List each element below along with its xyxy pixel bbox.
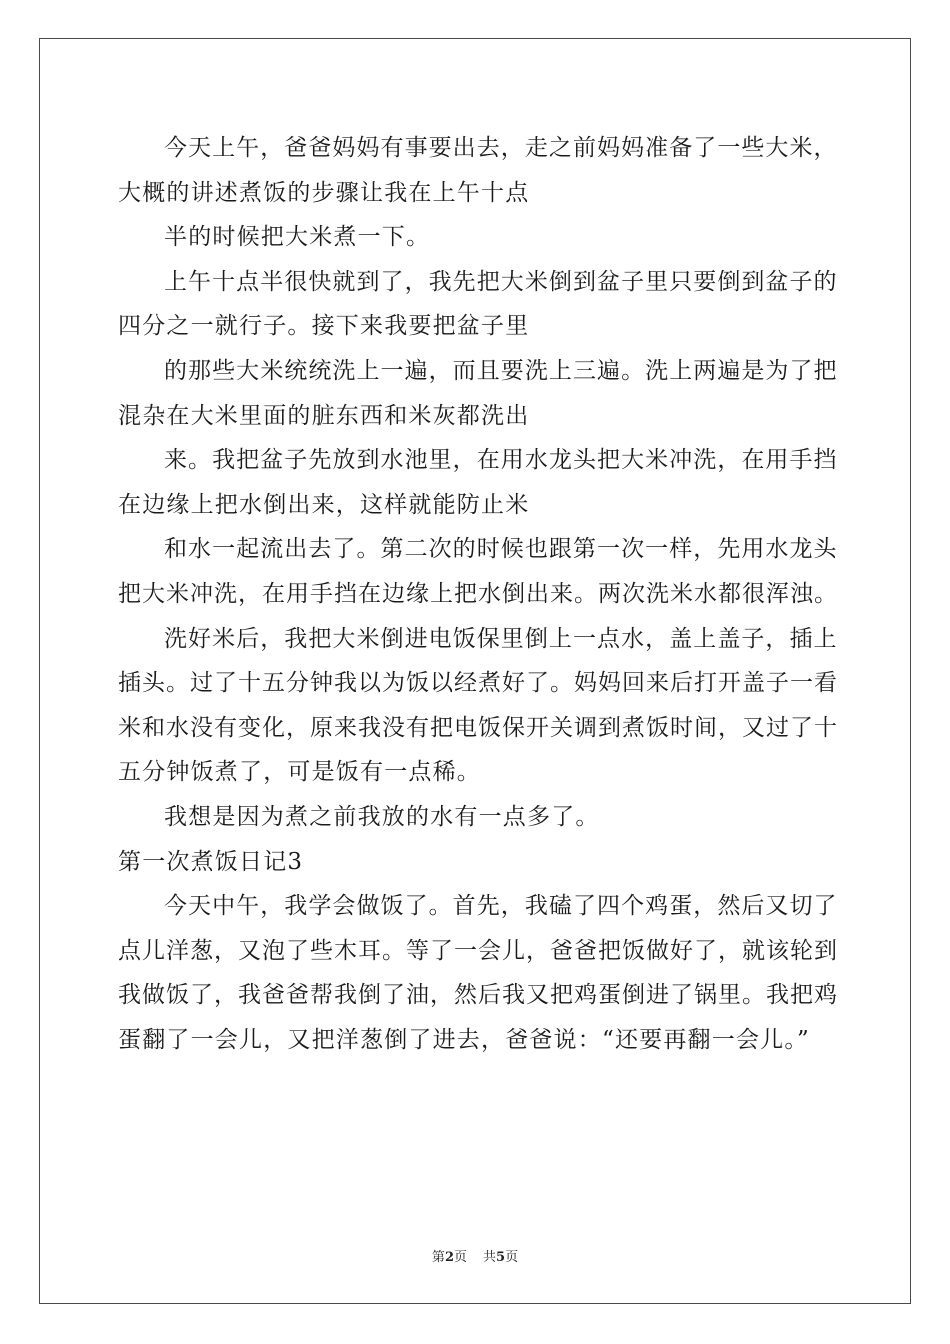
- footer-total-prefix: 共: [483, 1250, 497, 1265]
- text-line: 混杂在大米里面的脏东西和米灰都洗出: [118, 402, 530, 429]
- text-line: 五分钟饭煮了，可是饭有一点稀。: [118, 759, 481, 786]
- text-line: 上午十点半很快就到了，我先把大米倒到盆子里只要倒到盆子的: [164, 268, 838, 295]
- footer-page-unit: 页: [453, 1250, 467, 1265]
- text-line: 插头。过了十五分钟我以为饭以经煮好了。妈妈回来后打开盖子一看: [118, 670, 838, 697]
- text-line: 大概的讲述煮饭的步骤让我在上午十点: [118, 179, 530, 206]
- text-line: 今天中午，我学会做饭了。首先，我磕了四个鸡蛋，然后又切了: [164, 893, 838, 920]
- text-line: 我想是因为煮之前我放的水有一点多了。: [164, 803, 600, 830]
- text-line: 今天上午，爸爸妈妈有事要出去，走之前妈妈准备了一些大米，: [164, 135, 838, 161]
- page-footer: [0, 1246, 950, 1265]
- text-line: 和水一起流出去了。第二次的时候也跟第一次一样，先用水龙头: [164, 536, 838, 563]
- text-line: 四分之一就行子。接下来我要把盆子里: [118, 313, 530, 340]
- text-line: 半的时候把大米煮一下。: [164, 224, 431, 251]
- text-line: 把大米冲洗，在用手挡在边缘上把水倒出来。两次洗米水都很浑浊。: [118, 580, 838, 607]
- text-line: 米和水没有变化，原来我没有把电饭保开关调到煮饭时间，又过了十: [118, 714, 838, 741]
- text-line: 的那些大米统统洗上一遍，而且要洗上三遍。洗上两遍是为了把: [164, 357, 838, 384]
- total-pages-number: 5: [496, 1250, 506, 1265]
- document-body: [118, 126, 838, 1062]
- text-line: 蛋翻了一会儿，又把洋葱倒了进去，爸爸说：“还要再翻一会儿。”: [118, 1026, 811, 1053]
- footer-total-unit: 页: [505, 1250, 519, 1265]
- text-line: 洗好米后，我把大米倒进电饭保里倒上一点水，盖上盖子，插上: [164, 625, 838, 652]
- footer-prefix: 第: [431, 1250, 445, 1265]
- current-page-number: 2: [444, 1250, 454, 1265]
- text-line: 在边缘上把水倒出来，这样就能防止米: [118, 491, 530, 518]
- section-heading: 第一次煮饭日记3: [118, 848, 304, 875]
- text-line: 来。我把盆子先放到水池里，在用水龙头把大米冲洗，在用手挡: [164, 447, 838, 474]
- text-line: 点儿洋葱，又泡了些木耳。等了一会儿，爸爸把饭做好了，就该轮到: [118, 937, 838, 964]
- text-line: 我做饭了，我爸爸帮我倒了油，然后我又把鸡蛋倒进了锅里。我把鸡: [118, 982, 838, 1009]
